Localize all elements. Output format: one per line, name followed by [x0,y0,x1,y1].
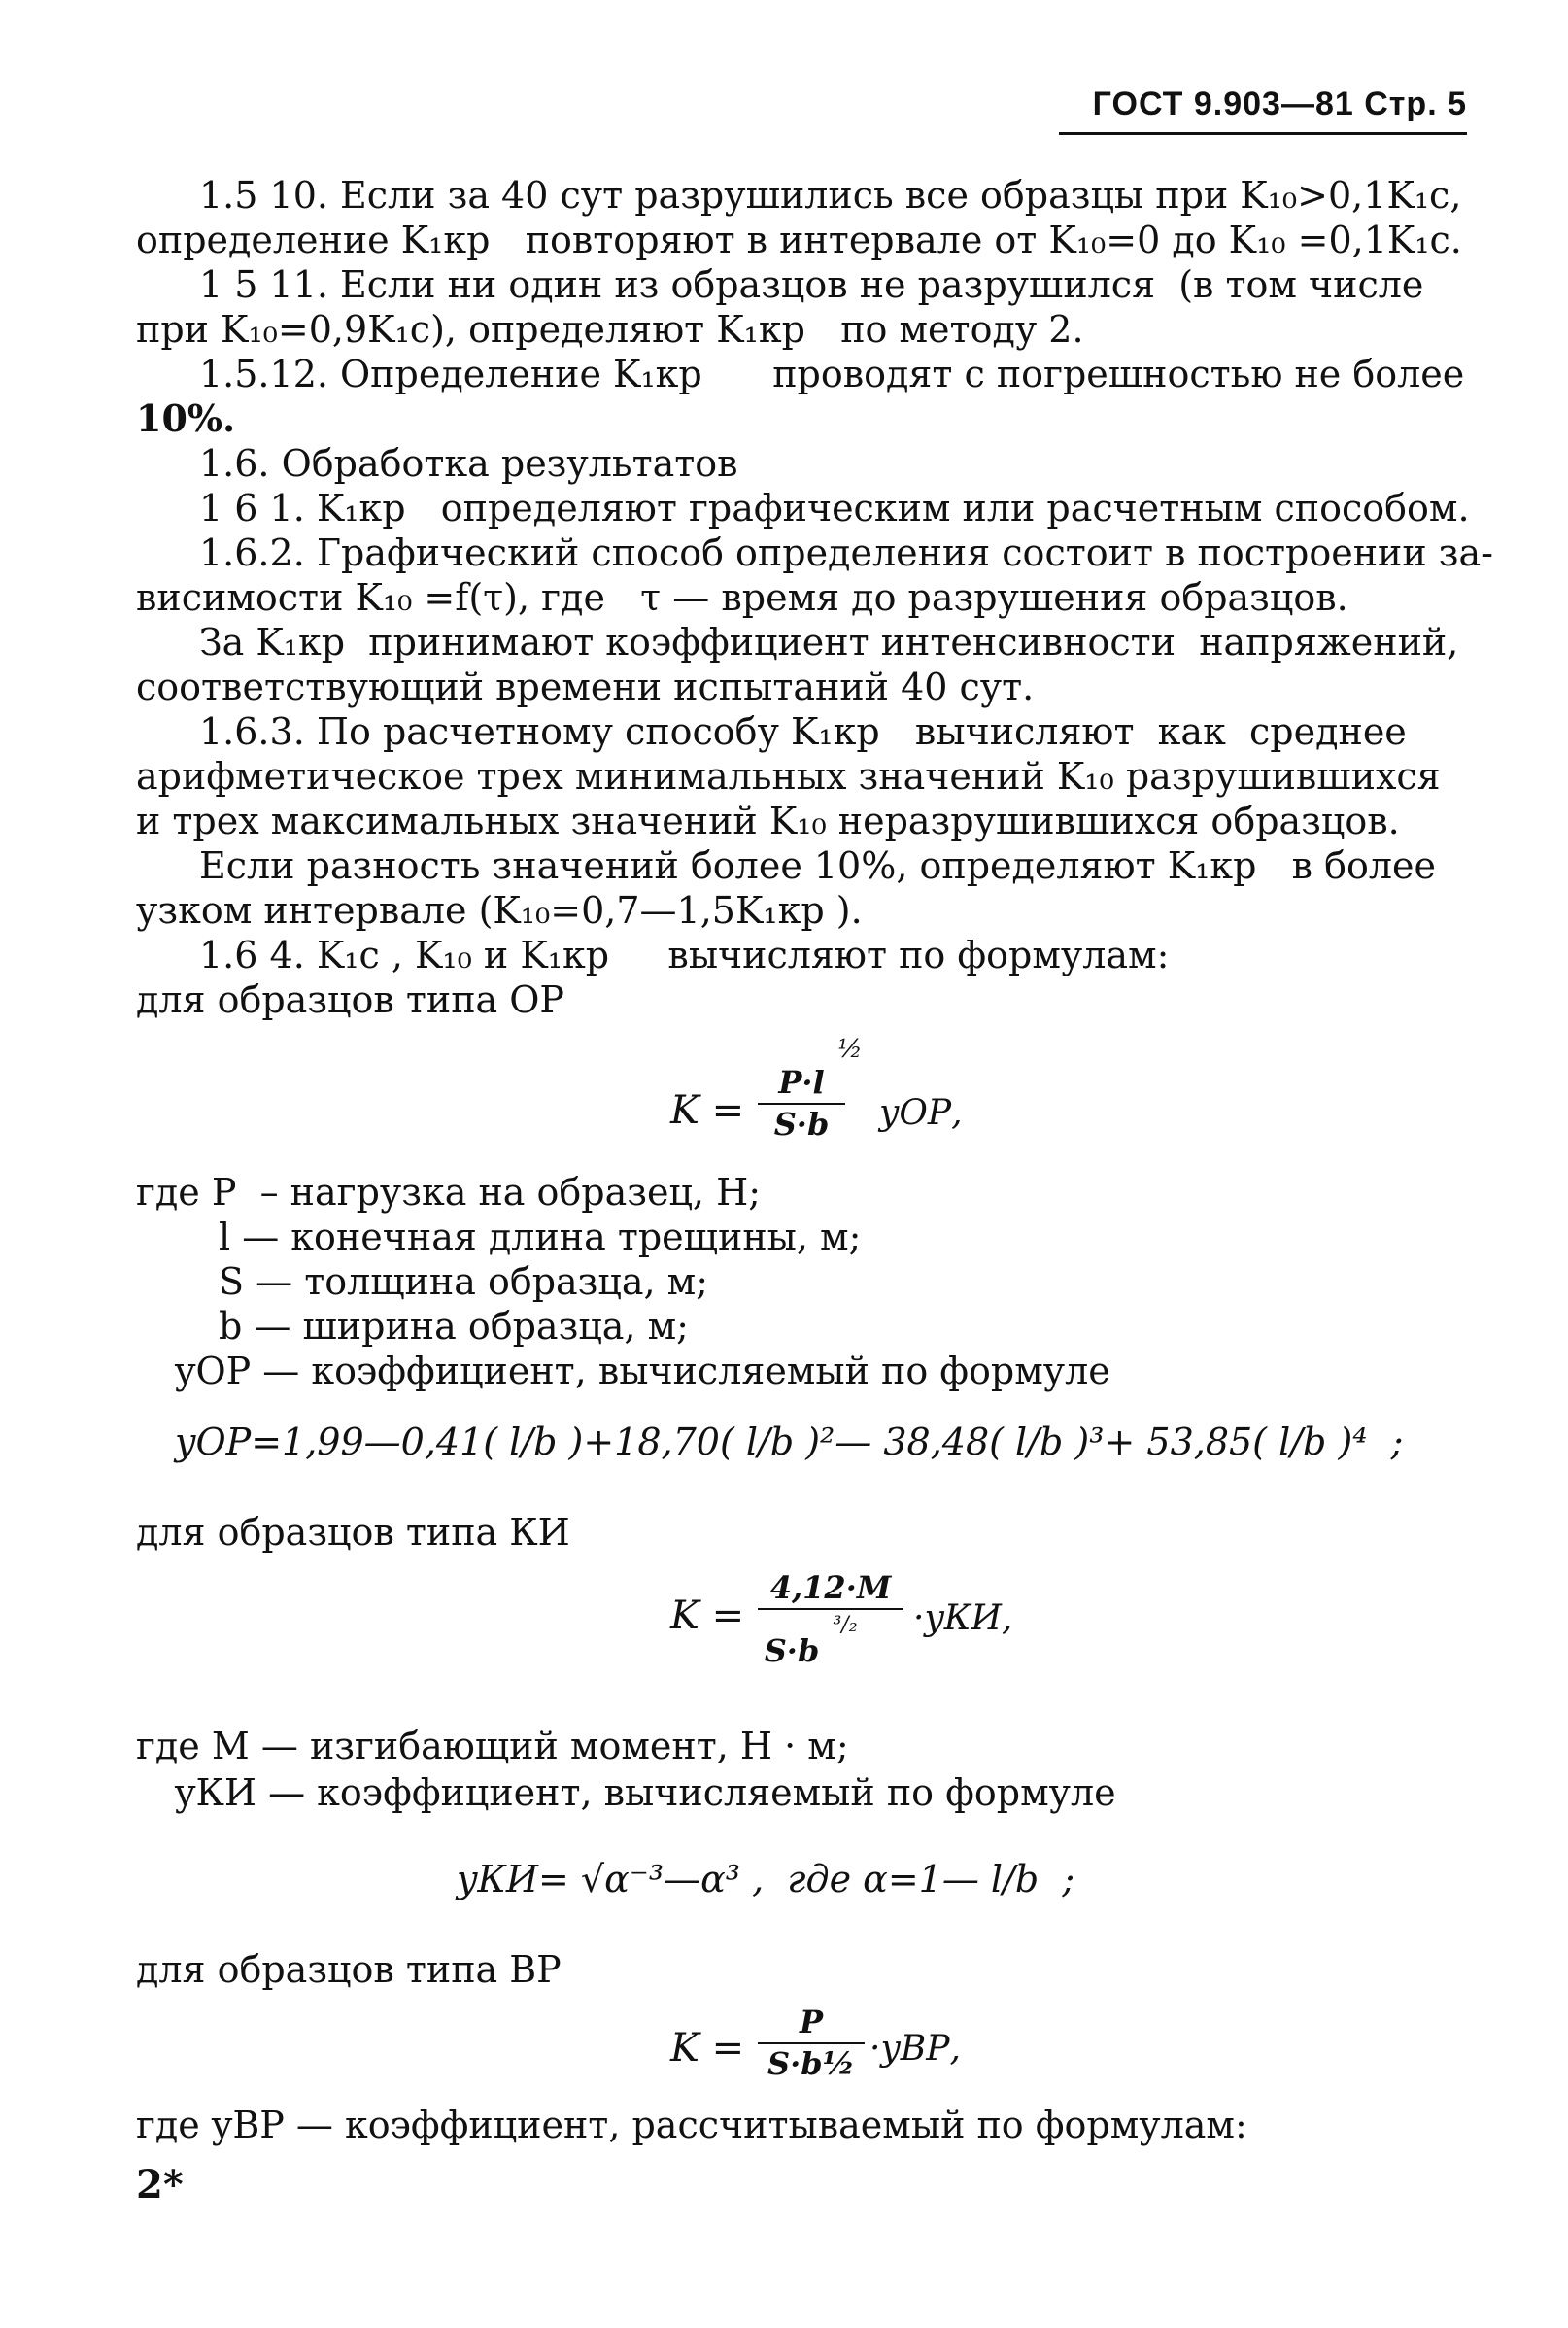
formula-ki-exponent: ³/₂ [833,1613,858,1637]
definition-line: yКИ — коэффициент, вычисляемый по формуле [175,1771,1116,1814]
formula-vr-numerator: P [799,2003,824,2040]
paragraph-line: висимости K₁₀ =f(τ), где τ — время до разрушения образцов. [136,576,1348,619]
paragraph-line: арифметическое трех минимальных значений K₁₀ разрушившихся [136,755,1441,798]
paragraph-line: для образцов типа ОР [136,978,564,1021]
definition-line: b — ширина образца, м; [219,1305,689,1348]
paragraph-line: соответствующий времени испытаний 40 сут. [136,666,1035,708]
paragraph-line: За K₁кр принимают коэффициент интенсивности напряжений, [199,621,1459,664]
formula-vr-denominator: S·b½ [767,2045,855,2082]
page-header: ГОСТ 9.903—81 Стр. 5 [1092,86,1467,122]
fraction-line [758,2042,865,2044]
formula-ki-numerator: 4,12·M [769,1569,892,1606]
header-rule [1059,132,1467,135]
definition-line: yОР — коэффициент, вычисляемый по формуле [175,1350,1110,1392]
paragraph-line: 10%. [136,396,236,440]
paragraph-line: 1.6.2. Графический способ определения состоит в построении за- [199,531,1494,574]
definition-line: где P – нагрузка на образец, Н; [136,1171,762,1214]
fraction-line [758,1103,845,1105]
formula-op-k: K = [670,1088,745,1133]
section-heading: 1.6. Обработка результатов [199,442,738,485]
paragraph-line: Если разность значений более 10%, определяют K₁кр в более [199,844,1436,887]
paragraph-line: 1 5 11. Если ни один из образцов не разрушился (в том числе [199,263,1424,306]
formula-op-numerator: P·l [778,1064,825,1101]
paragraph-line: и трех максимальных значений K₁₀ неразрушившихся образцов. [136,800,1400,842]
sample-type-label: для образцов типа ВР [136,1948,562,1991]
definition-line: где M — изгибающий момент, Н · м; [136,1725,849,1767]
definition-line: где yВР — коэффициент, рассчитываемый по формулам: [136,2104,1247,2146]
definition-line: S — толщина образца, м; [219,1260,709,1303]
formula-ki-k: K = [670,1593,745,1638]
sample-type-label: для образцов типа КИ [136,1511,570,1554]
paragraph-line: узком интервале (K₁₀=0,7—1,5K₁кр ). [136,889,863,932]
paragraph-line: определение K₁кр повторяют в интервале от K₁₀=0 до K₁₀ =0,1K₁c. [136,219,1462,261]
formula-y-op: yОР=1,99—0,41( l/b )+18,70( l/b )²— 38,48( l/b )³+ 53,85( l/b )⁴ ; [175,1421,1404,1463]
paragraph-line: 1.5 10. Если за 40 сут разрушились все образцы при K₁₀>0,1K₁c, [199,174,1462,217]
paragraph-line: 1.6 4. K₁c , K₁₀ и K₁кр вычисляют по формулам: [199,934,1170,976]
formula-vr-y: ·yВР, [869,2029,961,2069]
formula-y-ki: yКИ= √α⁻³—α³ , где α=1— l/b ; [457,1858,1075,1900]
paragraph-line: 1 6 1. K₁кр определяют графическим или расчетным способом. [199,487,1470,530]
paragraph-line: при K₁₀=0,9K₁c), определяют K₁кр по методу 2. [136,308,1084,351]
formula-op-denominator: S·b [773,1106,830,1143]
fraction-line [758,1608,903,1610]
formula-op-y: yОР, [879,1093,963,1133]
paragraph-line: 1.5.12. Определение K₁кр проводят с погрешностью не более [199,353,1465,395]
paragraph-line: 1.6.3. По расчетному способу K₁кр вычисляют как среднее [199,710,1407,753]
formula-ki-y: ·yКИ, [913,1598,1013,1638]
formula-vr-k: K = [670,2026,745,2071]
formula-ki-denominator: S·b [764,1632,820,1669]
definition-line: l — конечная длина трещины, м; [219,1215,862,1258]
signature-mark: 2* [136,2162,184,2208]
formula-op-exponent: ½ [837,1035,863,1064]
